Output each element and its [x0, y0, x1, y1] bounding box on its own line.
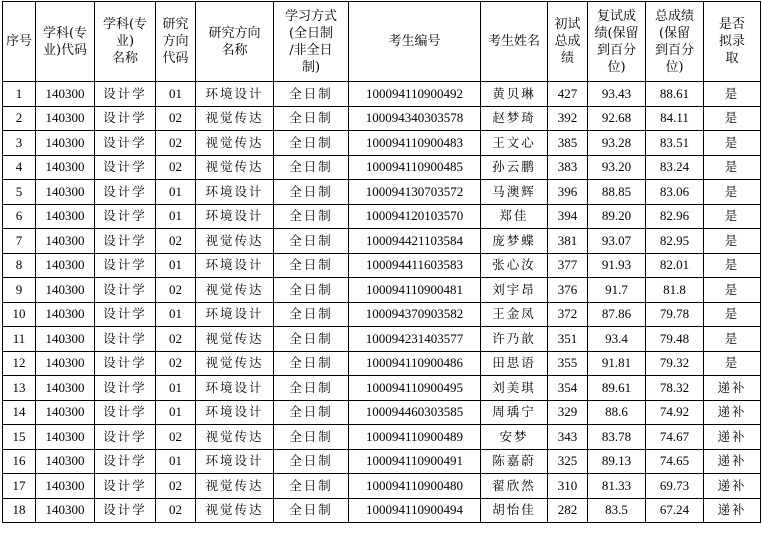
subject-code-cell: 140300 — [36, 449, 95, 474]
candidate-name-cell: 安梦 — [481, 425, 548, 450]
total-score-cell: 82.01 — [646, 253, 704, 278]
seq-cell: 4 — [3, 155, 36, 180]
candidate-id-cell: 100094110900495 — [349, 376, 481, 401]
initial-score-cell: 325 — [548, 449, 588, 474]
header-line: 方向 — [162, 34, 189, 49]
subject-code-cell: 140300 — [36, 400, 95, 425]
header-line: 绩(保留 — [594, 25, 639, 41]
study-mode-cell: 全日制 — [274, 400, 349, 425]
header-seq — [3, 2, 36, 82]
total-score-cell: 74.65 — [646, 449, 704, 474]
retest-score-cell: 89.20 — [588, 204, 646, 229]
table-row — [3, 278, 761, 303]
candidate-id-cell: 100094110900480 — [349, 474, 481, 499]
header-line: 初试 — [554, 17, 581, 32]
table-row — [3, 327, 761, 352]
admit-status-cell: 是 — [704, 106, 761, 131]
header-line: 位) — [607, 59, 626, 75]
direction-name-cell: 视觉传达 — [196, 474, 274, 499]
table-body — [3, 82, 761, 523]
header-retest-score — [588, 2, 646, 82]
admit-status-cell: 递补 — [704, 449, 761, 474]
seq-cell: 5 — [3, 180, 36, 205]
subject-code-cell: 140300 — [36, 204, 95, 229]
subject-name-cell: 设计学 — [95, 155, 156, 180]
table-row — [3, 180, 761, 205]
subject-name-cell: 设计学 — [95, 498, 156, 523]
retest-score-cell: 91.93 — [588, 253, 646, 278]
subject-name-cell: 设计学 — [95, 400, 156, 425]
seq-cell: 11 — [3, 327, 36, 352]
subject-code-cell: 140300 — [36, 351, 95, 376]
admit-status-cell: 递补 — [704, 474, 761, 499]
admit-status-cell: 是 — [704, 351, 761, 376]
initial-score-cell: 427 — [548, 82, 588, 107]
header-line: 绩 — [560, 51, 574, 66]
subject-name-cell: 设计学 — [95, 229, 156, 254]
study-mode-cell: 全日制 — [274, 449, 349, 474]
candidate-id-cell: 100094110900486 — [349, 351, 481, 376]
header-line: 名称 — [221, 42, 248, 58]
total-score-cell: 79.78 — [646, 302, 704, 327]
retest-score-cell: 88.6 — [588, 400, 646, 425]
total-score-cell: 81.8 — [646, 278, 704, 303]
total-score-cell: 78.32 — [646, 376, 704, 401]
direction-code-cell: 02 — [156, 498, 196, 523]
total-score-cell: 88.61 — [646, 82, 704, 107]
direction-name-cell: 视觉传达 — [196, 106, 274, 131]
header-line: 位) — [665, 59, 684, 75]
total-score-cell: 82.95 — [646, 229, 704, 254]
direction-name-cell: 视觉传达 — [196, 155, 274, 180]
total-score-cell: 69.73 — [646, 474, 704, 499]
retest-score-cell: 89.13 — [588, 449, 646, 474]
subject-code-cell: 140300 — [36, 131, 95, 156]
candidate-name-cell: 庞梦蝶 — [481, 229, 548, 254]
header-line: 名称 — [111, 51, 138, 66]
candidate-id-cell: 100094130703572 — [349, 180, 481, 205]
candidate-id-cell: 100094340303578 — [349, 106, 481, 131]
direction-code-cell: 01 — [156, 204, 196, 229]
seq-cell: 18 — [3, 498, 36, 523]
direction-code-cell: 02 — [156, 106, 196, 131]
header-subject-code — [36, 2, 95, 82]
study-mode-cell: 全日制 — [274, 155, 349, 180]
retest-score-cell: 93.20 — [588, 155, 646, 180]
initial-score-cell: 329 — [548, 400, 588, 425]
subject-code-cell: 140300 — [36, 155, 95, 180]
header-candidate-id — [349, 2, 481, 82]
seq-cell: 14 — [3, 400, 36, 425]
subject-name-cell: 设计学 — [95, 327, 156, 352]
candidate-id-cell: 100094110900481 — [349, 278, 481, 303]
candidate-name-cell: 孙云鹏 — [481, 155, 548, 180]
seq-cell: 15 — [3, 425, 36, 450]
initial-score-cell: 376 — [548, 278, 588, 303]
header-line: 考生编号 — [388, 34, 441, 49]
retest-score-cell: 87.86 — [588, 302, 646, 327]
direction-name-cell: 环境设计 — [196, 302, 274, 327]
total-score-cell: 82.96 — [646, 204, 704, 229]
total-score-cell: 79.32 — [646, 351, 704, 376]
table-row — [3, 106, 761, 131]
seq-cell: 2 — [3, 106, 36, 131]
direction-code-cell: 02 — [156, 229, 196, 254]
candidate-name-cell: 黄贝琳 — [481, 82, 548, 107]
header-line: 代码 — [162, 51, 189, 66]
study-mode-cell: 全日制 — [274, 498, 349, 523]
direction-name-cell: 视觉传达 — [196, 425, 274, 450]
admission-results-table — [2, 1, 761, 523]
study-mode-cell: 全日制 — [274, 253, 349, 278]
subject-name-cell: 设计学 — [95, 449, 156, 474]
total-score-cell: 74.67 — [646, 425, 704, 450]
header-total-score — [646, 2, 704, 82]
initial-score-cell: 372 — [548, 302, 588, 327]
candidate-name-cell: 田思语 — [481, 351, 548, 376]
initial-score-cell: 282 — [548, 498, 588, 523]
header-line: 考生姓名 — [487, 34, 540, 49]
admit-status-cell: 是 — [704, 278, 761, 303]
header-line: 序号 — [5, 34, 32, 49]
total-score-cell: 83.24 — [646, 155, 704, 180]
retest-score-cell: 83.78 — [588, 425, 646, 450]
admit-status-cell: 递补 — [704, 425, 761, 450]
direction-name-cell: 环境设计 — [196, 376, 274, 401]
direction-name-cell: 视觉传达 — [196, 131, 274, 156]
subject-name-cell: 设计学 — [95, 302, 156, 327]
candidate-id-cell: 100094411603583 — [349, 253, 481, 278]
candidate-id-cell: 100094460303585 — [349, 400, 481, 425]
header-line: 总成 — [554, 34, 581, 49]
study-mode-cell: 全日制 — [274, 302, 349, 327]
total-score-cell: 79.48 — [646, 327, 704, 352]
study-mode-cell: 全日制 — [274, 327, 349, 352]
candidate-id-cell: 100094110900492 — [349, 82, 481, 107]
subject-code-cell: 140300 — [36, 376, 95, 401]
subject-code-cell: 140300 — [36, 327, 95, 352]
initial-score-cell: 385 — [548, 131, 588, 156]
initial-score-cell: 383 — [548, 155, 588, 180]
direction-name-cell: 视觉传达 — [196, 229, 274, 254]
candidate-name-cell: 刘宇昂 — [481, 278, 548, 303]
direction-name-cell: 环境设计 — [196, 400, 274, 425]
admit-status-cell: 是 — [704, 131, 761, 156]
subject-code-cell: 140300 — [36, 474, 95, 499]
direction-code-cell: 02 — [156, 474, 196, 499]
header-direction-name — [196, 2, 274, 82]
table-row — [3, 474, 761, 499]
table-row — [3, 376, 761, 401]
table-row — [3, 400, 761, 425]
direction-code-cell: 01 — [156, 302, 196, 327]
direction-code-cell: 02 — [156, 327, 196, 352]
initial-score-cell: 396 — [548, 180, 588, 205]
direction-name-cell: 环境设计 — [196, 204, 274, 229]
subject-name-cell: 设计学 — [95, 131, 156, 156]
table-row — [3, 351, 761, 376]
candidate-id-cell: 100094110900485 — [349, 155, 481, 180]
candidate-name-cell: 翟欣然 — [481, 474, 548, 499]
subject-code-cell: 140300 — [36, 278, 95, 303]
header-line: 学科(专 — [42, 25, 88, 41]
subject-code-cell: 140300 — [36, 82, 95, 107]
seq-cell: 6 — [3, 204, 36, 229]
header-line: 业)代码 — [42, 42, 88, 58]
seq-cell: 1 — [3, 82, 36, 107]
seq-cell: 7 — [3, 229, 36, 254]
seq-cell: 16 — [3, 449, 36, 474]
candidate-name-cell: 马澳辉 — [481, 180, 548, 205]
admit-status-cell: 是 — [704, 204, 761, 229]
subject-code-cell: 140300 — [36, 229, 95, 254]
initial-score-cell: 392 — [548, 106, 588, 131]
direction-name-cell: 环境设计 — [196, 180, 274, 205]
subject-name-cell: 设计学 — [95, 278, 156, 303]
total-score-cell: 74.92 — [646, 400, 704, 425]
table-row — [3, 498, 761, 523]
study-mode-cell: 全日制 — [274, 82, 349, 107]
study-mode-cell: 全日制 — [274, 204, 349, 229]
table-row — [3, 253, 761, 278]
direction-code-cell: 02 — [156, 155, 196, 180]
admit-status-cell: 是 — [704, 229, 761, 254]
direction-name-cell: 视觉传达 — [196, 498, 274, 523]
subject-name-cell: 设计学 — [95, 425, 156, 450]
retest-score-cell: 89.61 — [588, 376, 646, 401]
header-initial-score — [548, 2, 588, 82]
direction-name-cell: 环境设计 — [196, 449, 274, 474]
candidate-name-cell: 赵梦琦 — [481, 106, 548, 131]
study-mode-cell: 全日制 — [274, 474, 349, 499]
admit-status-cell: 是 — [704, 155, 761, 180]
total-score-cell: 83.06 — [646, 180, 704, 205]
subject-name-cell: 设计学 — [95, 180, 156, 205]
candidate-name-cell: 王金凤 — [481, 302, 548, 327]
retest-score-cell: 93.07 — [588, 229, 646, 254]
candidate-name-cell: 张心汝 — [481, 253, 548, 278]
retest-score-cell: 93.28 — [588, 131, 646, 156]
study-mode-cell: 全日制 — [274, 278, 349, 303]
admit-status-cell: 是 — [704, 327, 761, 352]
initial-score-cell: 310 — [548, 474, 588, 499]
direction-code-cell: 02 — [156, 131, 196, 156]
total-score-cell: 67.24 — [646, 498, 704, 523]
subject-code-cell: 140300 — [36, 425, 95, 450]
retest-score-cell: 92.68 — [588, 106, 646, 131]
direction-code-cell: 01 — [156, 400, 196, 425]
study-mode-cell: 全日制 — [274, 131, 349, 156]
initial-score-cell: 343 — [548, 425, 588, 450]
table-row — [3, 204, 761, 229]
retest-score-cell: 88.85 — [588, 180, 646, 205]
direction-code-cell: 01 — [156, 180, 196, 205]
seq-cell: 9 — [3, 278, 36, 303]
header-candidate-name — [481, 2, 548, 82]
direction-code-cell: 02 — [156, 425, 196, 450]
subject-code-cell: 140300 — [36, 253, 95, 278]
seq-cell: 12 — [3, 351, 36, 376]
seq-cell: 10 — [3, 302, 36, 327]
subject-code-cell: 140300 — [36, 180, 95, 205]
retest-score-cell: 91.81 — [588, 351, 646, 376]
candidate-name-cell: 陈嘉蔚 — [481, 449, 548, 474]
candidate-id-cell: 100094421103584 — [349, 229, 481, 254]
initial-score-cell: 355 — [548, 351, 588, 376]
table-row — [3, 82, 761, 107]
header-line: (全日制 — [288, 25, 334, 41]
header-direction-code — [156, 2, 196, 82]
seq-cell: 8 — [3, 253, 36, 278]
table-row — [3, 449, 761, 474]
seq-cell: 13 — [3, 376, 36, 401]
initial-score-cell: 351 — [548, 327, 588, 352]
direction-code-cell: 01 — [156, 82, 196, 107]
admit-status-cell: 是 — [704, 82, 761, 107]
study-mode-cell: 全日制 — [274, 425, 349, 450]
header-line: 是否 — [718, 17, 745, 32]
table-row — [3, 229, 761, 254]
study-mode-cell: 全日制 — [274, 376, 349, 401]
retest-score-cell: 93.4 — [588, 327, 646, 352]
candidate-id-cell: 100094110900491 — [349, 449, 481, 474]
subject-code-cell: 140300 — [36, 498, 95, 523]
study-mode-cell: 全日制 — [274, 180, 349, 205]
admit-status-cell: 是 — [704, 302, 761, 327]
initial-score-cell: 381 — [548, 229, 588, 254]
admit-status-cell: 是 — [704, 253, 761, 278]
table-row — [3, 155, 761, 180]
table-row — [3, 131, 761, 156]
seq-cell: 3 — [3, 131, 36, 156]
initial-score-cell: 354 — [548, 376, 588, 401]
subject-name-cell: 设计学 — [95, 376, 156, 401]
study-mode-cell: 全日制 — [274, 106, 349, 131]
subject-code-cell: 140300 — [36, 106, 95, 131]
direction-code-cell: 02 — [156, 278, 196, 303]
subject-name-cell: 设计学 — [95, 351, 156, 376]
direction-name-cell: 环境设计 — [196, 82, 274, 107]
header-line: 到百分 — [654, 42, 694, 58]
study-mode-cell: 全日制 — [274, 351, 349, 376]
header-study-mode — [274, 2, 349, 82]
retest-score-cell: 93.43 — [588, 82, 646, 107]
header-line: 复试成 — [596, 8, 636, 24]
initial-score-cell: 394 — [548, 204, 588, 229]
retest-score-cell: 81.33 — [588, 474, 646, 499]
header-line: 研究方向 — [208, 25, 261, 41]
candidate-id-cell: 100094110900494 — [349, 498, 481, 523]
table-row — [3, 425, 761, 450]
candidate-name-cell: 郑佳 — [481, 204, 548, 229]
header-line: 研究 — [162, 17, 189, 32]
direction-code-cell: 01 — [156, 449, 196, 474]
total-score-cell: 83.51 — [646, 131, 704, 156]
header-line: 总成绩 — [654, 8, 694, 24]
direction-name-cell: 视觉传达 — [196, 327, 274, 352]
table-header-row — [3, 2, 761, 82]
retest-score-cell: 83.5 — [588, 498, 646, 523]
direction-code-cell: 01 — [156, 376, 196, 401]
admit-status-cell: 递补 — [704, 376, 761, 401]
subject-name-cell: 设计学 — [95, 474, 156, 499]
subject-name-cell: 设计学 — [95, 82, 156, 107]
direction-name-cell: 视觉传达 — [196, 278, 274, 303]
direction-name-cell: 视觉传达 — [196, 351, 274, 376]
header-admit — [704, 2, 761, 82]
header-line: /非全日 — [289, 42, 333, 58]
header-subject-name — [95, 2, 156, 82]
direction-code-cell: 02 — [156, 351, 196, 376]
admit-status-cell: 是 — [704, 180, 761, 205]
candidate-id-cell: 100094120103570 — [349, 204, 481, 229]
table-row — [3, 302, 761, 327]
retest-score-cell: 91.7 — [588, 278, 646, 303]
subject-name-cell: 设计学 — [95, 106, 156, 131]
header-line: 学科(专 — [102, 17, 148, 32]
initial-score-cell: 377 — [548, 253, 588, 278]
candidate-name-cell: 周瑀宁 — [481, 400, 548, 425]
header-line: 拟录 — [718, 34, 745, 49]
header-line: 制) — [301, 59, 321, 75]
candidate-id-cell: 100094110900483 — [349, 131, 481, 156]
admit-status-cell: 递补 — [704, 498, 761, 523]
seq-cell: 17 — [3, 474, 36, 499]
subject-name-cell: 设计学 — [95, 253, 156, 278]
study-mode-cell: 全日制 — [274, 229, 349, 254]
header-line: (保留 — [658, 25, 691, 41]
candidate-name-cell: 胡怡佳 — [481, 498, 548, 523]
candidate-name-cell: 王文心 — [481, 131, 548, 156]
header-line: 学习方式 — [284, 8, 337, 24]
direction-code-cell: 01 — [156, 253, 196, 278]
total-score-cell: 84.11 — [646, 106, 704, 131]
header-line: 到百分 — [596, 42, 636, 58]
admit-status-cell: 递补 — [704, 400, 761, 425]
candidate-id-cell: 100094231403577 — [349, 327, 481, 352]
header-line: 业) — [115, 34, 135, 49]
candidate-id-cell: 100094110900489 — [349, 425, 481, 450]
header-line: 取 — [725, 51, 739, 66]
candidate-id-cell: 100094370903582 — [349, 302, 481, 327]
subject-name-cell: 设计学 — [95, 204, 156, 229]
direction-name-cell: 环境设计 — [196, 253, 274, 278]
subject-code-cell: 140300 — [36, 302, 95, 327]
candidate-name-cell: 刘美琪 — [481, 376, 548, 401]
candidate-name-cell: 许乃歆 — [481, 327, 548, 352]
